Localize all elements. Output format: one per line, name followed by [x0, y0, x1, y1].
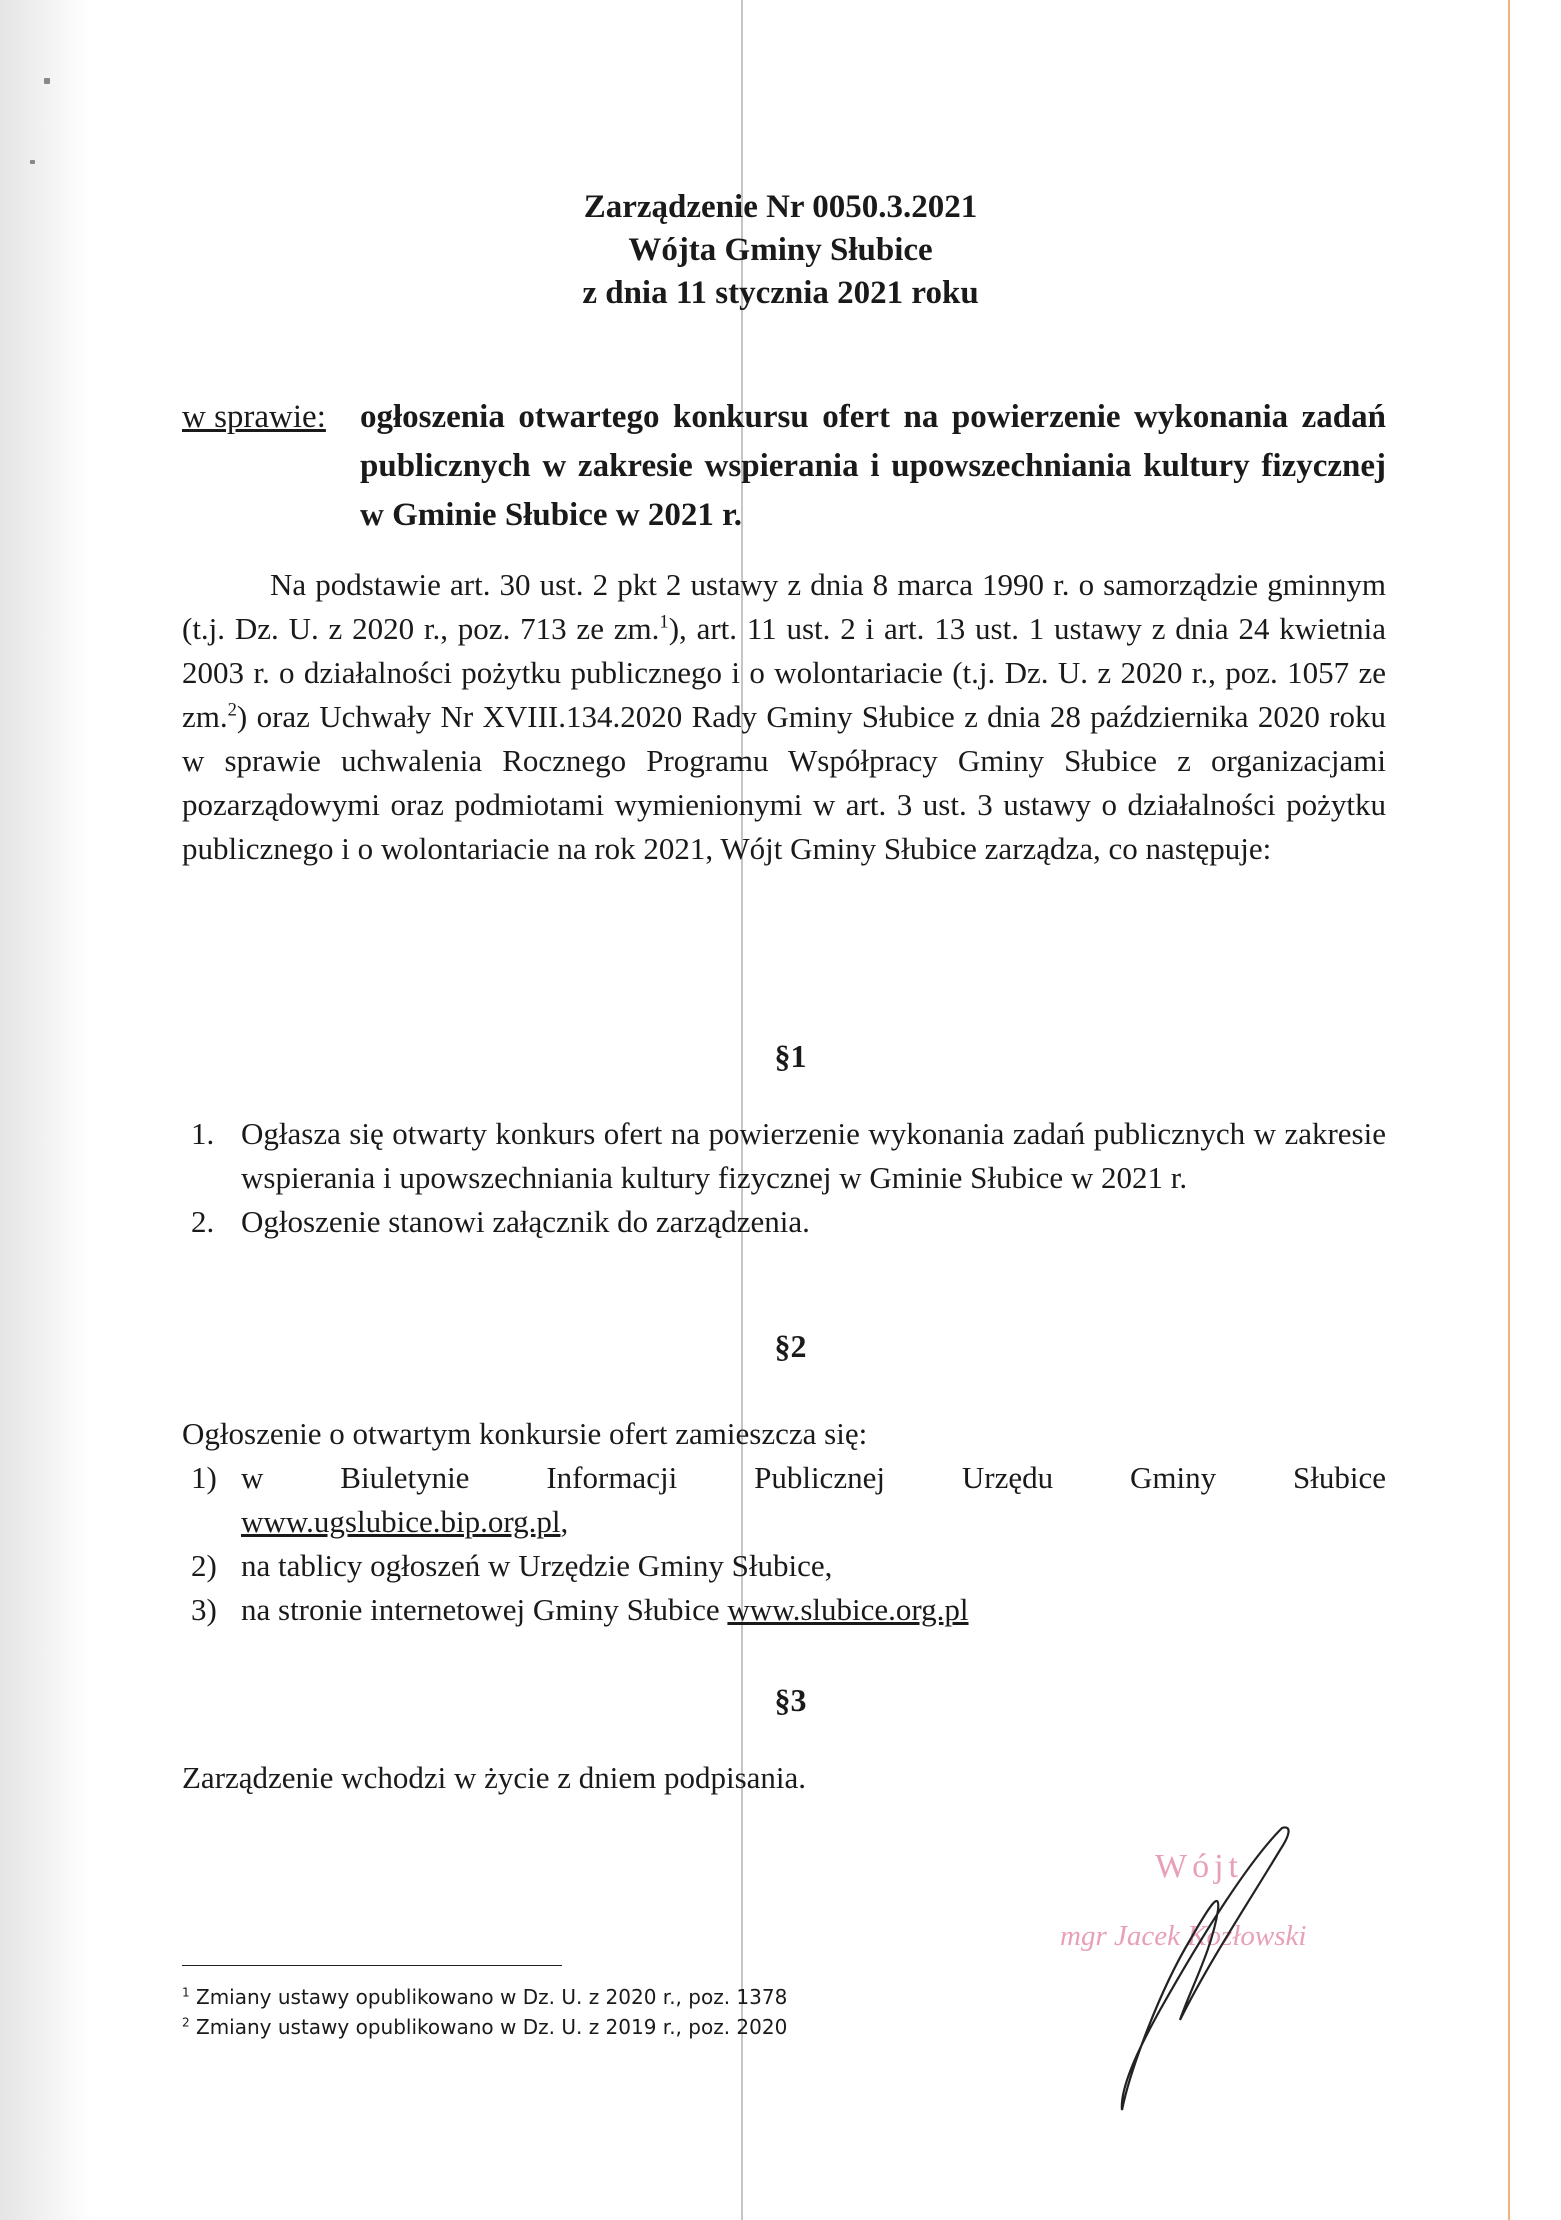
- list-item-text: Ogłoszenie stanowi załącznik do zarządzenia.: [241, 1204, 810, 1239]
- scan-shadow: [0, 0, 90, 2220]
- footnote: [182, 1982, 787, 2012]
- footnote-separator: [182, 1965, 562, 1966]
- list-item-number: 3): [191, 1592, 217, 1627]
- preamble-text: ), art. 11 ust. 2 i art. 13 ust. 1 ustawy z dnia 24 kwietnia 2003 r. o działalności pożytku publicznego i o wolontariacie (t.j. Dz. U. z 2020 r., poz. 1057 ze zm.: [182, 611, 1386, 734]
- subject-text: ogłoszenia otwartego konkursu ofert na powierzenie wykonania zadań publicznych w zakresie wspierania i upowszechniania kultury fizycznej w Gminie Słubice w 2021 r.: [360, 399, 1386, 533]
- footnote-text: Zmiany ustawy opublikowano w Dz. U. z 2020 r., poz. 1378: [196, 1985, 788, 2009]
- section2-list: [182, 1412, 1386, 1632]
- preamble-text: Na podstawie art. 30 ust. 2 pkt 2 ustawy z dnia 8 marca 1990 r. o samorządzie gminnym (t.j. Dz. U. z 2020 r., poz. 713 ze zm.: [182, 567, 1386, 646]
- section1-list: [182, 1112, 1386, 1244]
- bip-link[interactable]: www.ugslubice.bip.org.pl: [241, 1504, 561, 1539]
- document-issuer: Wójta Gminy Słubice: [628, 232, 933, 268]
- section-mark-2: §2: [774, 1328, 807, 1364]
- stamp-name: mgr Jacek Kozłowski: [1060, 1920, 1307, 1952]
- footnote: [182, 2012, 787, 2042]
- list-item-number: 2): [191, 1548, 217, 1583]
- website-link[interactable]: www.slubice.org.pl: [727, 1592, 969, 1627]
- section3-text: Zarządzenie wchodzi w życie z dniem podpisania.: [182, 1760, 807, 1795]
- handwritten-signature: [1100, 1820, 1300, 2120]
- footnote-text: Zmiany ustawy opublikowano w Dz. U. z 2019 r., poz. 2020: [196, 2015, 788, 2039]
- section-mark-1: §1: [774, 1038, 807, 1074]
- subject-block: [182, 393, 1386, 540]
- list-item-number: 1.: [191, 1116, 215, 1151]
- list-item-text: ,: [560, 1504, 569, 1539]
- preamble-paragraph: [182, 563, 1386, 871]
- section2-intro: Ogłoszenie o otwartym konkursie ofert zamieszcza się:: [182, 1416, 868, 1451]
- footnotes: [182, 1982, 787, 2042]
- list-item: [182, 1200, 1386, 1244]
- section-mark-3: §3: [774, 1682, 807, 1718]
- subject-label: w sprawie:: [182, 399, 326, 435]
- list-item: [182, 1588, 1386, 1632]
- footnote-ref: 1: [659, 611, 669, 633]
- document-title: Zarządzenie Nr 0050.3.2021: [583, 189, 978, 225]
- document-header: [0, 186, 1561, 315]
- page-edge-line: [1508, 0, 1510, 2220]
- list-item: [182, 1456, 1386, 1544]
- scan-speck: [30, 160, 35, 164]
- list-item: [182, 1544, 1386, 1588]
- list-item-text: Ogłasza się otwarty konkurs ofert na powierzenie wykonania zadań publicznych w zakresie wspierania i upowszechniania kultury fizycznej w Gminie Słubice w 2021 r.: [241, 1116, 1386, 1195]
- document-date: z dnia 11 stycznia 2021 roku: [582, 275, 979, 311]
- list-item-text: na tablicy ogłoszeń w Urzędzie Gminy Słubice,: [241, 1548, 833, 1583]
- preamble-text: ) oraz Uchwały Nr XVIII.134.2020 Rady Gminy Słubice z dnia 28 października 2020 roku w sprawie uchwalenia Rocznego Programu Współpracy Gminy Słubice z organizacjami pozarządowymi oraz podmiotami wymienionymi w art. 3 ust. 3 ustawy o działalności pożytku publicznego i o wolontariacie na rok 2021, Wójt Gminy Słubice zarządza, co następuje:: [182, 699, 1386, 866]
- list-item: [182, 1112, 1386, 1200]
- list-item-number: 1): [191, 1460, 217, 1495]
- footnote-ref: 2: [227, 699, 237, 721]
- list-item-text: na stronie internetowej Gminy Słubice: [241, 1592, 720, 1627]
- scan-speck: [44, 78, 50, 84]
- list-item-text: w Biuletynie Informacji Publicznej Urzędu Gminy Słubice: [241, 1460, 1386, 1495]
- footnote-number: 1: [182, 1985, 190, 2000]
- stamp-title: Wójt: [1155, 1848, 1243, 1885]
- footnote-number: 2: [182, 2015, 190, 2030]
- scan-fold-line: [741, 0, 743, 2220]
- list-item-number: 2.: [191, 1204, 215, 1239]
